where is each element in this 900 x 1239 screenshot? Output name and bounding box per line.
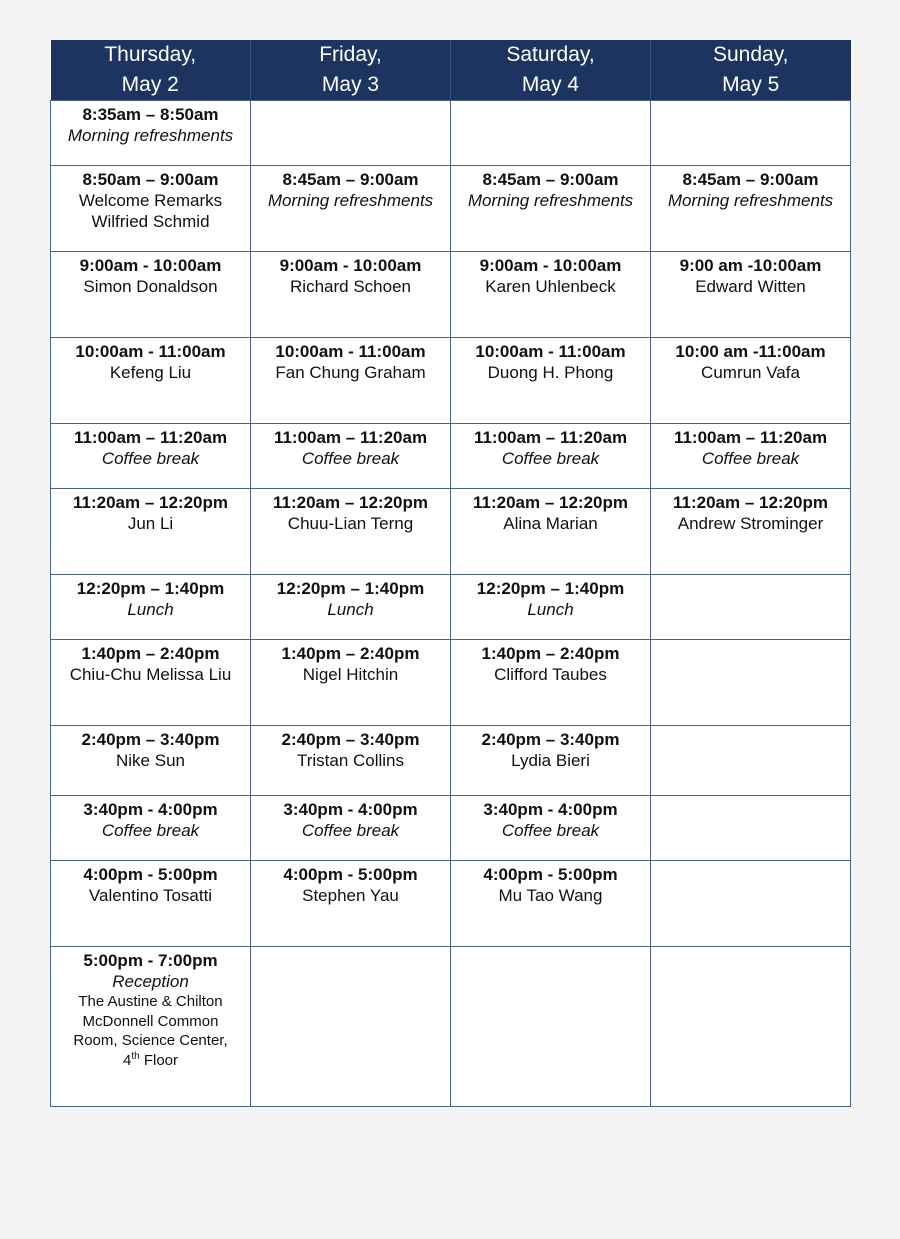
schedule-row <box>51 424 851 489</box>
session-cell <box>451 575 651 640</box>
session-time: 10:00am - 11:00am <box>475 342 626 361</box>
session-time: 1:40pm – 2:40pm <box>281 644 420 663</box>
schedule-table <box>50 40 851 1107</box>
day-weekday: Sunday, <box>713 43 789 66</box>
session-time: 11:00am – 11:20am <box>273 428 428 447</box>
session-time: 12:20pm – 1:40pm <box>276 579 425 598</box>
session-label: Coffee break <box>101 449 200 468</box>
empty-cell <box>651 575 851 640</box>
schedule-row <box>51 166 851 252</box>
session-text: Cumrun Vafa <box>701 363 800 382</box>
session-label: Coffee break <box>501 821 600 840</box>
session-time: 8:35am – 8:50am <box>82 105 219 124</box>
session-cell <box>51 726 251 796</box>
session-label: Morning refreshments <box>667 191 834 210</box>
session-time: 3:40pm - 4:00pm <box>83 800 218 819</box>
session-cell <box>251 796 451 861</box>
session-label: Lunch <box>527 600 574 619</box>
session-time: 9:00am - 10:00am <box>479 256 622 275</box>
session-cell <box>51 424 251 489</box>
session-label: Lunch <box>327 600 374 619</box>
session-text: Richard Schoen <box>290 277 411 296</box>
session-time: 11:20am – 12:20pm <box>273 493 428 512</box>
session-cell <box>451 166 651 252</box>
session-text: Kefeng Liu <box>109 363 192 382</box>
session-time: 9:00am - 10:00am <box>79 256 222 275</box>
schedule-row <box>51 489 851 575</box>
schedule-row <box>51 947 851 1107</box>
session-text: Chuu-Lian Terng <box>287 514 414 533</box>
session-cell <box>251 575 451 640</box>
session-label: Lunch <box>127 600 174 619</box>
session-time: 5:00pm - 7:00pm <box>83 951 218 970</box>
session-cell <box>51 796 251 861</box>
session-cell <box>51 575 251 640</box>
session-cell <box>451 796 651 861</box>
session-label: Coffee break <box>301 821 400 840</box>
day-header-saturday <box>451 40 651 101</box>
empty-cell <box>251 101 451 166</box>
session-cell <box>651 424 851 489</box>
schedule-body <box>51 101 851 1107</box>
session-text: Welcome Remarks <box>78 191 223 210</box>
session-time: 2:40pm – 3:40pm <box>81 730 220 749</box>
session-text: Nike Sun <box>116 751 185 770</box>
session-cell <box>251 166 451 252</box>
session-text: Fan Chung Graham <box>275 363 426 382</box>
session-cell <box>51 166 251 252</box>
session-label: Coffee break <box>101 821 200 840</box>
session-cell <box>451 338 651 424</box>
schedule-row <box>51 252 851 338</box>
session-cell <box>251 640 451 726</box>
empty-cell <box>451 101 651 166</box>
session-label: Morning refreshments <box>67 126 234 145</box>
day-weekday: Saturday, <box>506 43 595 66</box>
session-label: Coffee break <box>501 449 600 468</box>
session-time: 8:45am – 9:00am <box>482 170 619 189</box>
schedule-row <box>51 575 851 640</box>
day-date: May 2 <box>121 73 179 96</box>
session-time: 2:40pm – 3:40pm <box>281 730 420 749</box>
session-text: Clifford Taubes <box>494 665 607 684</box>
session-text: Stephen Yau <box>302 886 399 905</box>
session-cell <box>51 101 251 166</box>
day-header-thursday <box>51 40 251 101</box>
session-time: 12:20pm – 1:40pm <box>476 579 625 598</box>
empty-cell <box>651 861 851 947</box>
session-cell <box>251 252 451 338</box>
session-time: 2:40pm – 3:40pm <box>481 730 620 749</box>
session-label: Morning refreshments <box>467 191 634 210</box>
session-cell <box>51 252 251 338</box>
empty-cell <box>651 726 851 796</box>
session-cell <box>451 424 651 489</box>
day-header-friday <box>251 40 451 101</box>
session-time: 9:00am - 10:00am <box>279 256 422 275</box>
session-cell <box>651 489 851 575</box>
session-time: 8:50am – 9:00am <box>82 170 219 189</box>
schedule-row <box>51 101 851 166</box>
day-date: May 3 <box>321 73 380 96</box>
schedule-row <box>51 861 851 947</box>
session-time: 4:00pm - 5:00pm <box>483 865 618 884</box>
session-cell <box>651 338 851 424</box>
session-cell <box>651 166 851 252</box>
session-text: Duong H. Phong <box>487 363 614 382</box>
session-text: Andrew Strominger <box>677 514 824 533</box>
session-cell <box>251 861 451 947</box>
session-text: Wilfried Schmid <box>91 212 210 231</box>
empty-cell <box>651 101 851 166</box>
session-time: 11:00am – 11:20am <box>673 428 828 447</box>
venue-line: Room, Science Center, <box>73 1032 228 1049</box>
session-text: Chiu-Chu Melissa Liu <box>69 665 232 684</box>
session-time: 8:45am – 9:00am <box>282 170 419 189</box>
session-cell <box>51 861 251 947</box>
session-cell <box>251 489 451 575</box>
session-time: 4:00pm - 5:00pm <box>283 865 418 884</box>
session-cell <box>51 489 251 575</box>
session-cell <box>451 489 651 575</box>
session-cell <box>251 424 451 489</box>
venue-line: The Austine & Chilton <box>78 993 223 1010</box>
session-label: Coffee break <box>301 449 400 468</box>
empty-cell <box>451 947 651 1107</box>
day-weekday: Thursday, <box>104 43 197 66</box>
session-cell <box>451 640 651 726</box>
day-weekday: Friday, <box>319 43 382 66</box>
session-time: 11:00am – 11:20am <box>473 428 628 447</box>
session-time: 1:40pm – 2:40pm <box>81 644 220 663</box>
session-time: 3:40pm - 4:00pm <box>283 800 418 819</box>
session-text: Tristan Collins <box>296 751 405 770</box>
session-time: 11:00am – 11:20am <box>73 428 228 447</box>
session-text: Lydia Bieri <box>511 751 590 770</box>
session-time: 8:45am – 9:00am <box>682 170 819 189</box>
session-time: 11:20am – 12:20pm <box>73 493 228 512</box>
session-text: Nigel Hitchin <box>302 665 399 684</box>
session-time: 11:20am – 12:20pm <box>473 493 628 512</box>
session-time: 10:00 am -11:00am <box>675 342 826 361</box>
session-cell <box>251 338 451 424</box>
session-text: Valentino Tosatti <box>88 886 213 905</box>
session-label: Morning refreshments <box>267 191 434 210</box>
floor-suffix: th <box>131 1050 140 1062</box>
session-cell <box>451 252 651 338</box>
session-text: Edward Witten <box>695 277 806 296</box>
session-text: Alina Marian <box>503 514 598 533</box>
session-time: 3:40pm - 4:00pm <box>483 800 618 819</box>
schedule-row <box>51 640 851 726</box>
session-time: 1:40pm – 2:40pm <box>481 644 620 663</box>
schedule-row <box>51 796 851 861</box>
session-label: Coffee break <box>701 449 800 468</box>
day-date: May 4 <box>521 73 580 96</box>
session-cell <box>251 726 451 796</box>
session-time: 10:00am - 11:00am <box>275 342 426 361</box>
session-time: 10:00am - 11:00am <box>75 342 226 361</box>
session-cell <box>651 252 851 338</box>
session-cell <box>51 640 251 726</box>
session-label: Reception <box>112 972 189 991</box>
session-text: Karen Uhlenbeck <box>485 277 616 296</box>
session-time: 12:20pm – 1:40pm <box>76 579 225 598</box>
session-text: Mu Tao Wang <box>498 886 603 905</box>
session-cell <box>451 861 651 947</box>
session-cell <box>51 338 251 424</box>
floor-word: Floor <box>139 1051 179 1069</box>
empty-cell <box>651 947 851 1107</box>
day-header-sunday <box>651 40 851 101</box>
venue-line: McDonnell Common <box>82 1012 219 1030</box>
session-cell <box>51 947 251 1107</box>
session-text: Simon Donaldson <box>83 277 218 296</box>
schedule-row <box>51 726 851 796</box>
session-text: Jun Li <box>127 514 174 533</box>
session-time: 4:00pm - 5:00pm <box>83 865 218 884</box>
empty-cell <box>251 947 451 1107</box>
session-time: 11:20am – 12:20pm <box>673 493 828 512</box>
venue-floor <box>53 1051 248 1071</box>
empty-cell <box>651 796 851 861</box>
day-date: May 5 <box>722 73 780 96</box>
schedule-row <box>51 338 851 424</box>
empty-cell <box>651 640 851 726</box>
session-time: 9:00 am -10:00am <box>679 256 822 275</box>
floor-number: 4 <box>122 1051 132 1069</box>
session-cell <box>451 726 651 796</box>
header-row <box>51 40 851 101</box>
